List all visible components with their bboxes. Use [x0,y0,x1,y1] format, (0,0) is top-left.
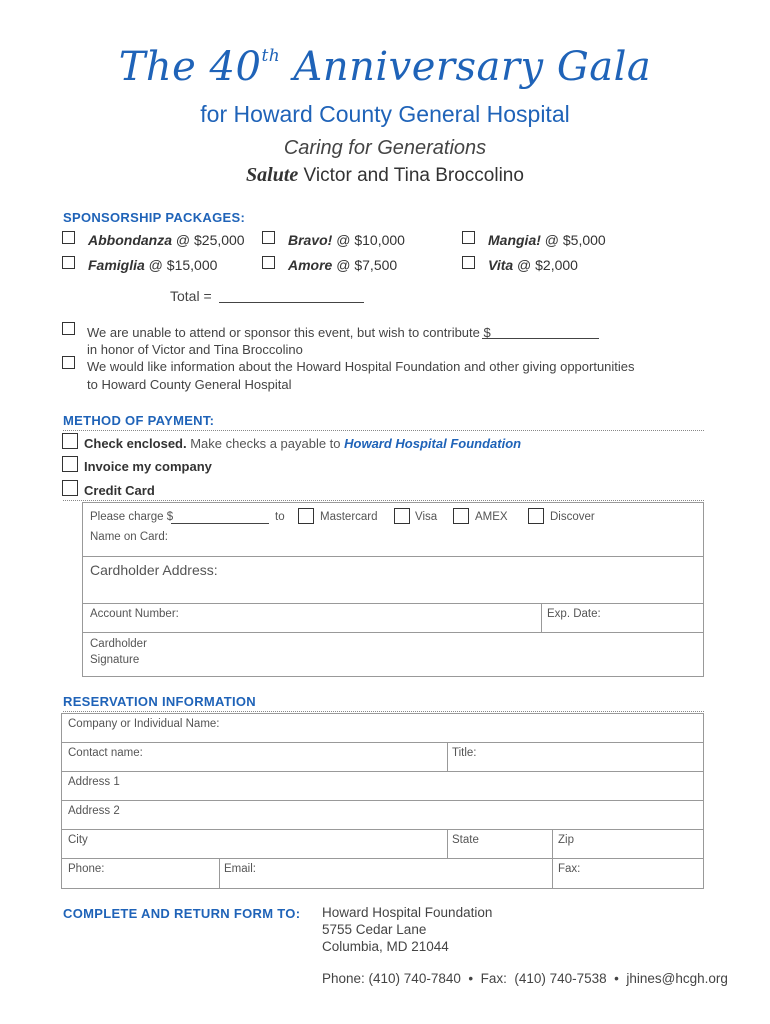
state-label: State [452,834,479,846]
credit-option: Credit Card [84,483,155,498]
hospital-subtitle: for Howard County General Hospital [200,101,570,127]
exp-date-label: Exp. Date: [547,608,601,620]
credit-card-box [82,502,704,677]
title-label: Title: [452,747,477,759]
package-bravo: Bravo! @ $10,000 [288,232,405,248]
check-option: Check enclosed. Make checks a payable to Howard Hospital Foundation [84,436,522,451]
package-checkbox-vita[interactable] [462,256,475,269]
row-divider [61,800,704,801]
package-mangia: Mangia! @ $5,000 [488,232,606,248]
signature-label-line2: Signature [90,654,140,666]
package-checkbox-famiglia[interactable] [62,256,75,269]
payment-heading: METHOD OF PAYMENT: [63,413,215,428]
contribute-text: We are unable to attend or sponsor this event, but wish to contribute $ [87,325,491,340]
discover-checkbox[interactable] [528,508,544,524]
credit-checkbox[interactable] [62,480,78,496]
email-label: Email: [224,863,256,875]
phone-label: Phone: [68,863,105,875]
fax-label: Fax: [558,863,581,875]
package-checkbox-abbondanza[interactable] [62,231,75,244]
package-checkbox-amore[interactable] [262,256,275,269]
row-divider [61,742,704,743]
reservation-heading: RESERVATION INFORMATION [63,694,256,709]
column-divider [552,858,553,889]
return-heading: COMPLETE AND RETURN FORM TO: [63,906,301,921]
return-org: Howard Hospital Foundation [322,905,493,920]
row-divider [61,771,704,772]
row-divider [61,829,704,830]
section-divider [63,430,704,431]
mastercard-label: Mastercard [320,511,378,523]
row-divider [82,603,704,604]
please-charge-label: Please charge $ [90,511,174,523]
invoice-checkbox[interactable] [62,456,78,472]
visa-checkbox[interactable] [394,508,410,524]
return-city: Columbia, MD 21044 [322,939,449,954]
address2-label: Address 2 [68,805,120,817]
column-divider [447,829,448,858]
row-divider [82,632,704,633]
charge-amount-field[interactable] [171,523,269,524]
contact-name-label: Contact name: [68,747,143,759]
address1-label: Address 1 [68,776,120,788]
company-name-label: Company or Individual Name: [68,718,220,730]
cardholder-address-label: Cardholder Address: [90,562,218,578]
section-divider [63,711,704,712]
contribute-checkbox[interactable] [62,322,75,335]
amex-checkbox[interactable] [453,508,469,524]
mastercard-checkbox[interactable] [298,508,314,524]
column-divider [552,829,553,858]
signature-label: Cardholder [90,638,147,650]
city-label: City [68,834,88,846]
invoice-option: Invoice my company [84,459,212,474]
check-checkbox[interactable] [62,433,78,449]
discover-label: Discover [550,511,595,523]
package-vita: Vita @ $2,000 [488,257,578,273]
column-divider [219,858,220,889]
package-abbondanza: Abbondanza @ $25,000 [88,232,245,248]
total-field[interactable] [219,302,364,303]
info-text: We would like information about the Howard Hospital Foundation and other giving opportunities [87,359,635,374]
to-label: to [275,511,285,523]
return-street: 5755 Cedar Lane [322,922,427,937]
row-divider [82,556,704,557]
package-checkbox-bravo[interactable] [262,231,275,244]
row-divider [61,858,704,859]
reservation-box [61,713,704,889]
tagline: Caring for Generations [283,137,487,159]
info-checkbox[interactable] [62,356,75,369]
return-contact-line: Phone: (410) 740-7840 • Fax: (410) 740-7538 • jhines@hcgh.org [322,971,728,986]
package-famiglia: Famiglia @ $15,000 [88,257,218,273]
visa-label: Visa [415,511,438,523]
gala-title: The 40th Anniversary Gala [118,44,652,90]
package-amore: Amore @ $7,500 [288,257,398,273]
package-checkbox-mangia[interactable] [462,231,475,244]
zip-label: Zip [558,834,574,846]
column-divider [541,603,542,632]
account-number-label: Account Number: [90,608,179,620]
amex-label: AMEX [475,511,508,523]
info-text-line2: to Howard County General Hospital [87,377,292,392]
contribute-amount-field[interactable] [482,338,599,339]
sponsorship-heading: SPONSORSHIP PACKAGES: [63,210,246,225]
section-divider [63,500,704,501]
column-divider [447,742,448,771]
name-on-card-label: Name on Card: [90,531,168,543]
salute-line: Salute Victor and Tina Broccolino [246,164,524,186]
total-label: Total = [170,288,212,304]
contribute-honor-text: in honor of Victor and Tina Broccolino [87,342,303,357]
